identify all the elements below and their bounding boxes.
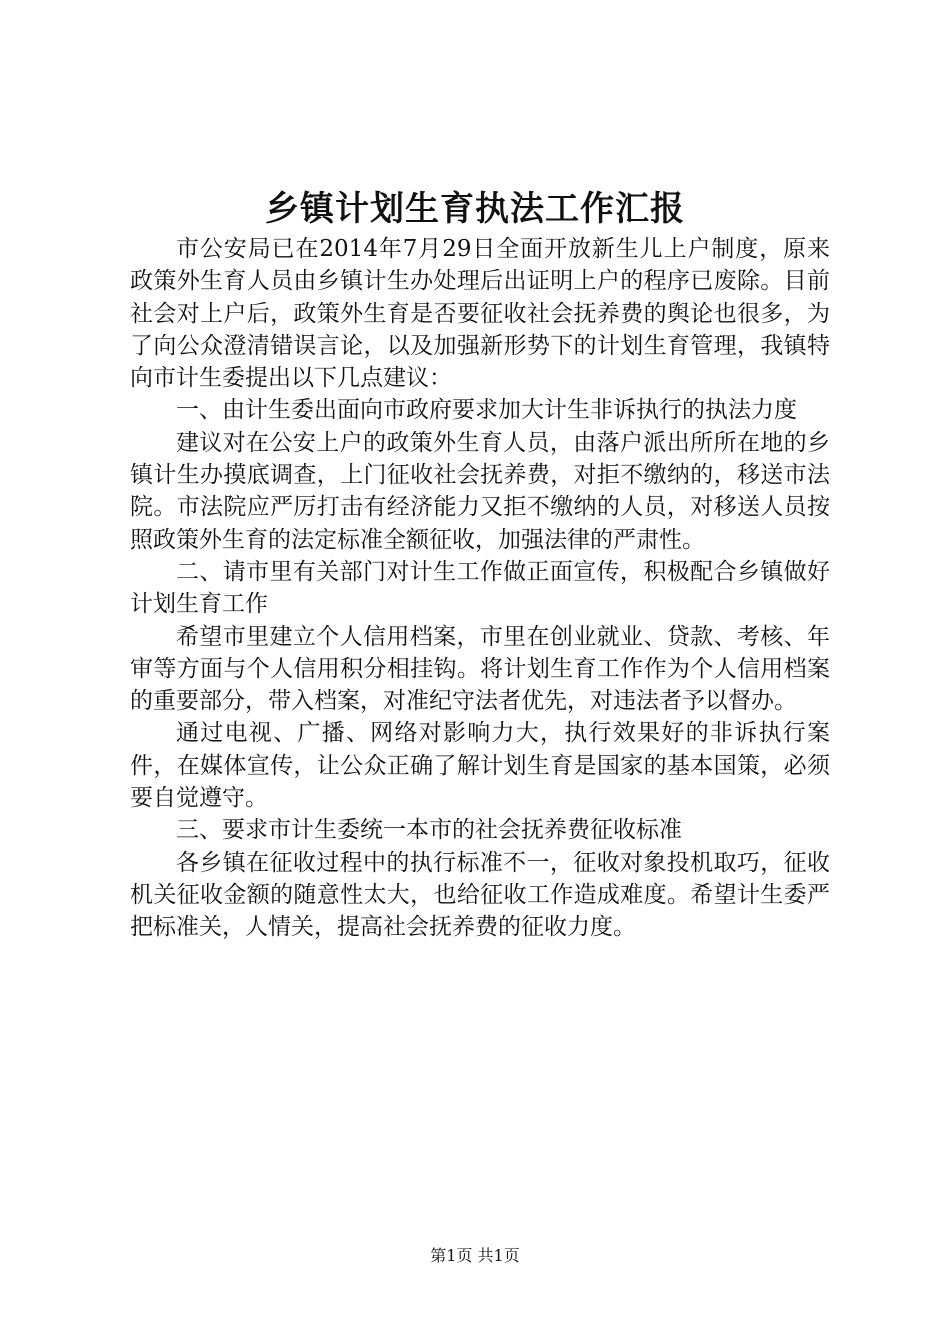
section-2-paragraph-2: 通过电视、广播、网络对影响力大，执行效果好的非诉执行案件，在媒体宣传，让公众正确了解计划生育是国家的基本国策，必须要自觉遵守。 (130, 720, 830, 812)
intro-paragraph: 市公安局已在2014年7月29日全面开放新生儿上户制度，原来政策外生育人员由乡镇计生办处理后出证明上户的程序已废除。目前社会对上户后，政策外生育是否要征收社会抚养费的舆论也很多，为了向公众澄清错误言论，以及加强新形势下的计划生育管理，我镇特向市计生委提出以下几点建议： (130, 236, 830, 392)
document-title: 乡镇计划生育执法工作汇报 (265, 189, 685, 229)
page-number-footer: 第1页 共1页 (430, 1246, 520, 1265)
section-2-heading: 二、请市里有关部门对计生工作做正面宣传，积极配合乡镇做好计划生育工作 (130, 558, 830, 618)
section-1-heading: 一、由计生委出面向市政府要求加大计生非诉执行的执法力度 (176, 397, 797, 424)
document-body (130, 233, 830, 944)
section-1-paragraph: 建议对在公安上户的政策外生育人员，由落户派出所所在地的乡镇计生办摸底调查，上门征收社会抚养费，对拒不缴纳的，移送市法院。市法院应严厉打击有经济能力又拒不缴纳的人员，对移送人员按照政策外生育的法定标准全额征收，加强法律的严肃性。 (130, 429, 830, 553)
section-3-paragraph: 各乡镇在征收过程中的执行标准不一，征收对象投机取巧，征收机关征收金额的随意性太大，也给征收工作造成难度。希望计生委严把标准关，人情关，提高社会抚养费的征收力度。 (130, 849, 830, 941)
section-3-heading: 三、要求市计生委统一本市的社会抚养费征收标准 (176, 817, 682, 844)
section-2-paragraph-1: 希望市里建立个人信用档案，市里在创业就业、贷款、考核、年审等方面与个人信用积分相挂钩。将计划生育工作作为个人信用档案的重要部分，带入档案，对准纪守法者优先，对违法者予以督办。 (130, 623, 830, 715)
